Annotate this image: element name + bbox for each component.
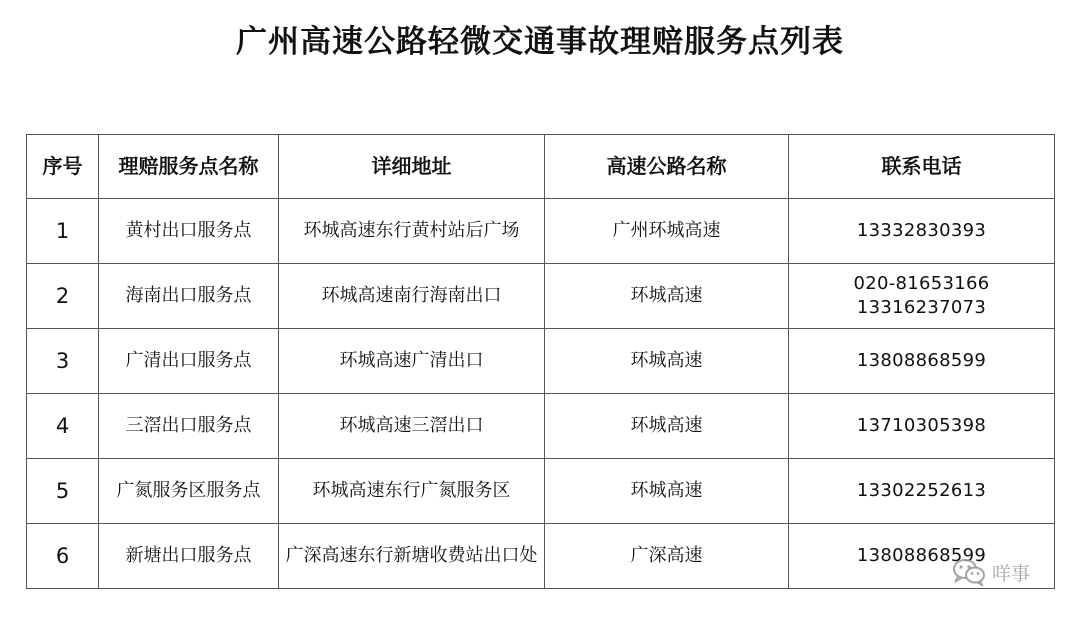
cell-service-point-name: 广氮服务区服务点: [99, 459, 279, 524]
cell-seq: 6: [27, 524, 99, 589]
table-row: [27, 524, 1055, 589]
cell-highway-name: 广深高速: [545, 524, 789, 589]
cell-highway-name: 广州环城高速: [545, 199, 789, 264]
table-row: [27, 264, 1055, 329]
cell-highway-name: 环城高速: [545, 329, 789, 394]
service-point-table: [26, 134, 1055, 589]
table-row: [27, 459, 1055, 524]
cell-service-point-name: 广清出口服务点: [99, 329, 279, 394]
cell-address: 环城高速东行广氮服务区: [279, 459, 545, 524]
cell-seq: 4: [27, 394, 99, 459]
cell-phone: 020-81653166 13316237073: [789, 264, 1055, 329]
cell-phone: 13808868599: [789, 329, 1055, 394]
table-row: [27, 199, 1055, 264]
cell-address: 环城高速东行黄村站后广场: [279, 199, 545, 264]
table-header-row: [27, 135, 1055, 199]
page-title: 广州高速公路轻微交通事故理赔服务点列表: [236, 24, 844, 60]
table-row: [27, 329, 1055, 394]
header-phone: 联系电话: [789, 135, 1055, 199]
cell-service-point-name: 新塘出口服务点: [99, 524, 279, 589]
cell-address: 环城高速广清出口: [279, 329, 545, 394]
cell-seq: 3: [27, 329, 99, 394]
header-seq: 序号: [27, 135, 99, 199]
cell-address: 广深高速东行新塘收费站出口处: [279, 524, 545, 589]
cell-phone: 13808868599: [789, 524, 1055, 589]
watermark: [952, 557, 1030, 587]
cell-highway-name: 环城高速: [545, 459, 789, 524]
cell-seq: 5: [27, 459, 99, 524]
cell-service-point-name: 三滘出口服务点: [99, 394, 279, 459]
wechat-icon: [952, 558, 986, 586]
header-service-point-name: 理赔服务点名称: [99, 135, 279, 199]
cell-highway-name: 环城高速: [545, 264, 789, 329]
cell-service-point-name: 黄村出口服务点: [99, 199, 279, 264]
cell-service-point-name: 海南出口服务点: [99, 264, 279, 329]
header-address: 详细地址: [279, 135, 545, 199]
cell-highway-name: 环城高速: [545, 394, 789, 459]
cell-phone: 13332830393: [789, 199, 1055, 264]
cell-address: 环城高速南行海南出口: [279, 264, 545, 329]
table-row: [27, 394, 1055, 459]
cell-phone: 13710305398: [789, 394, 1055, 459]
cell-phone: 13302252613: [789, 459, 1055, 524]
watermark-text: 咩事: [992, 562, 1031, 585]
cell-address: 环城高速三滘出口: [279, 394, 545, 459]
header-highway-name: 高速公路名称: [545, 135, 789, 199]
cell-seq: 1: [27, 199, 99, 264]
cell-seq: 2: [27, 264, 99, 329]
